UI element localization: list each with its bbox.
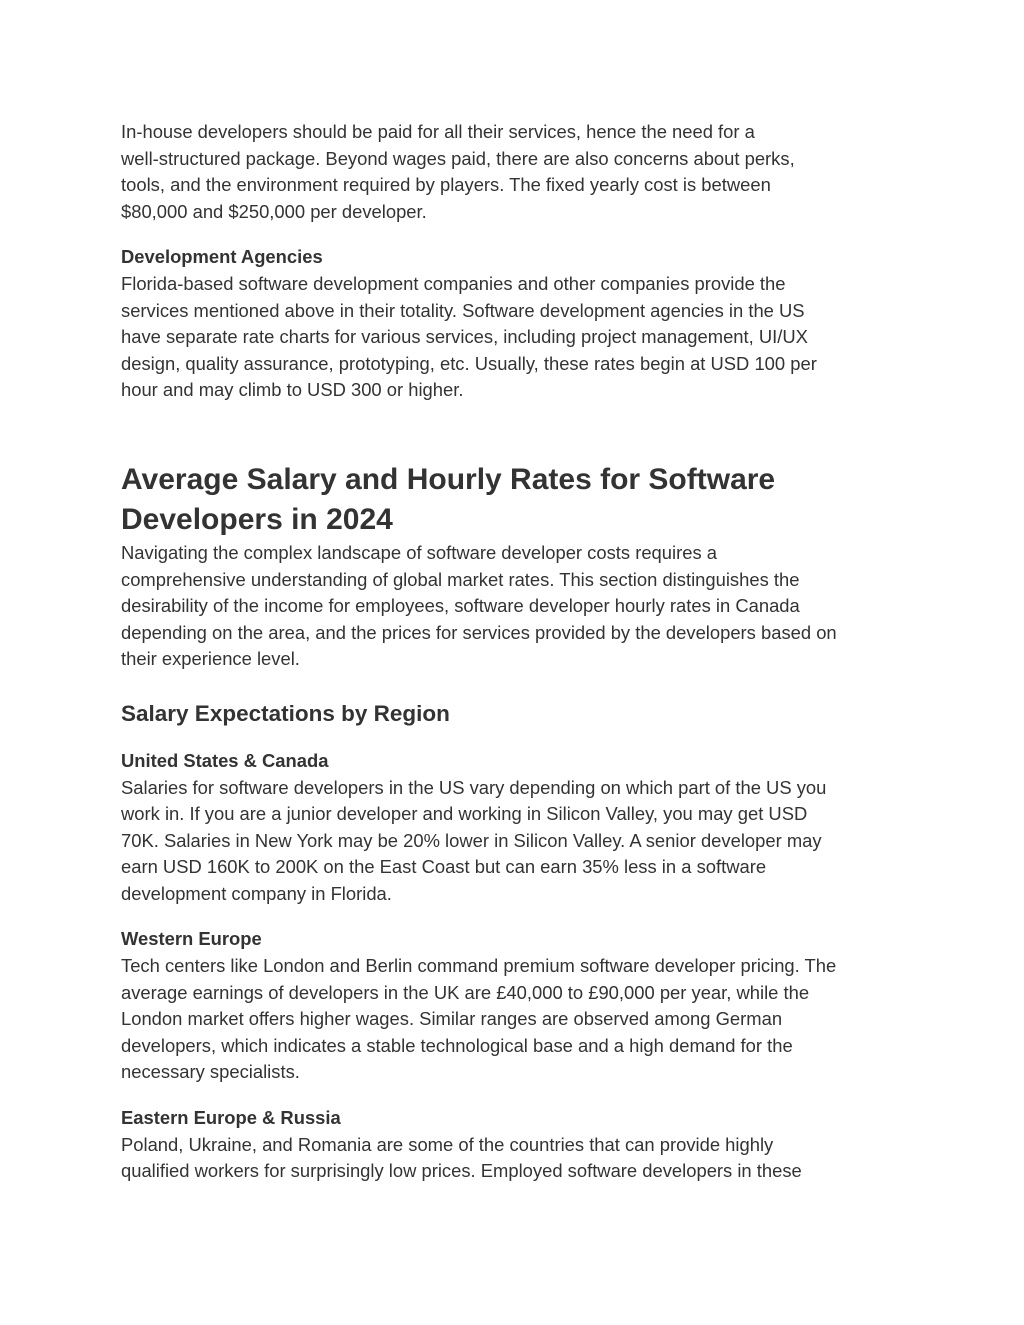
- text-line: well-structured package. Beyond wages paid, there are also concerns about perks,: [121, 147, 795, 169]
- region-block-western-europe: [121, 926, 911, 1086]
- text-line: earn USD 160K to 200K on the East Coast but can earn 35% less in a software: [121, 856, 767, 878]
- text-line: necessary specialists.: [121, 1061, 300, 1083]
- text-line: tools, and the environment required by players. The fixed yearly cost is between: [121, 174, 771, 196]
- region-heading: United States & Canada: [121, 749, 329, 771]
- region-paragraph: [121, 953, 911, 1086]
- text-line: depending on the area, and the prices for services provided by the developers based on: [121, 621, 837, 643]
- text-line: average earnings of developers in the UK are £40,000 to £90,000 per year, while the: [121, 981, 810, 1003]
- text-line: design, quality assurance, prototyping, etc. Usually, these rates begin at USD 100 per: [121, 352, 817, 374]
- text-line: Florida-based software development companies and other companies provide the: [121, 272, 786, 294]
- region-heading: Western Europe: [121, 928, 262, 950]
- region-paragraph: [121, 1132, 911, 1185]
- text-line: Salaries for software developers in the US vary depending on which part of the US you: [121, 776, 827, 798]
- text-line: Tech centers like London and Berlin command premium software developer pricing. The: [121, 955, 837, 977]
- document-page: [121, 119, 911, 1185]
- region-block-us-canada: [121, 748, 911, 908]
- title-line: Average Salary and Hourly Rates for Software: [121, 462, 776, 496]
- region-heading: Eastern Europe & Russia: [121, 1107, 341, 1129]
- section-intro-paragraph: [121, 540, 911, 673]
- text-line: Poland, Ukraine, and Romania are some of the countries that can provide highly: [121, 1133, 774, 1155]
- text-line: work in. If you are a junior developer and working in Silicon Valley, you may get USD: [121, 803, 808, 825]
- salary-section-title: Salary Expectations by Region: [121, 700, 450, 726]
- text-line: In-house developers should be paid for all their services, hence the need for a: [121, 121, 755, 142]
- text-line: have separate rate charts for various services, including project management, UI/UX: [121, 326, 808, 348]
- text-line: Navigating the complex landscape of software developer costs requires a: [121, 541, 717, 563]
- text-line: desirability of the income for employees, software developer hourly rates in Canada: [121, 595, 800, 617]
- intro-paragraph: [121, 119, 911, 225]
- agencies-paragraph: [121, 271, 911, 404]
- text-line: London market offers higher wages. Similar ranges are observed among German: [121, 1008, 783, 1030]
- text-line: qualified workers for surprisingly low prices. Employed software developers in these: [121, 1160, 802, 1182]
- text-line: services mentioned above in their totality. Software development agencies in the US: [121, 299, 805, 321]
- section-block: [121, 460, 911, 673]
- region-paragraph: [121, 775, 911, 908]
- agencies-heading: Development Agencies: [121, 246, 323, 268]
- text-line: 70K. Salaries in New York may be 20% lower in Silicon Valley. A senior developer may: [121, 829, 822, 851]
- text-line: comprehensive understanding of global market rates. This section distinguishes the: [121, 568, 800, 590]
- region-block-eastern-europe: [121, 1105, 911, 1185]
- agencies-block: [121, 244, 911, 404]
- text-line: hour and may climb to USD 300 or higher.: [121, 379, 464, 401]
- section-title: [121, 460, 911, 540]
- text-line: their experience level.: [121, 648, 300, 670]
- text-line: development company in Florida.: [121, 882, 392, 904]
- text-line: developers, which indicates a stable technological base and a high demand for the: [121, 1034, 793, 1056]
- text-line: $80,000 and $250,000 per developer.: [121, 200, 427, 222]
- title-line: Developers in 2024: [121, 502, 393, 536]
